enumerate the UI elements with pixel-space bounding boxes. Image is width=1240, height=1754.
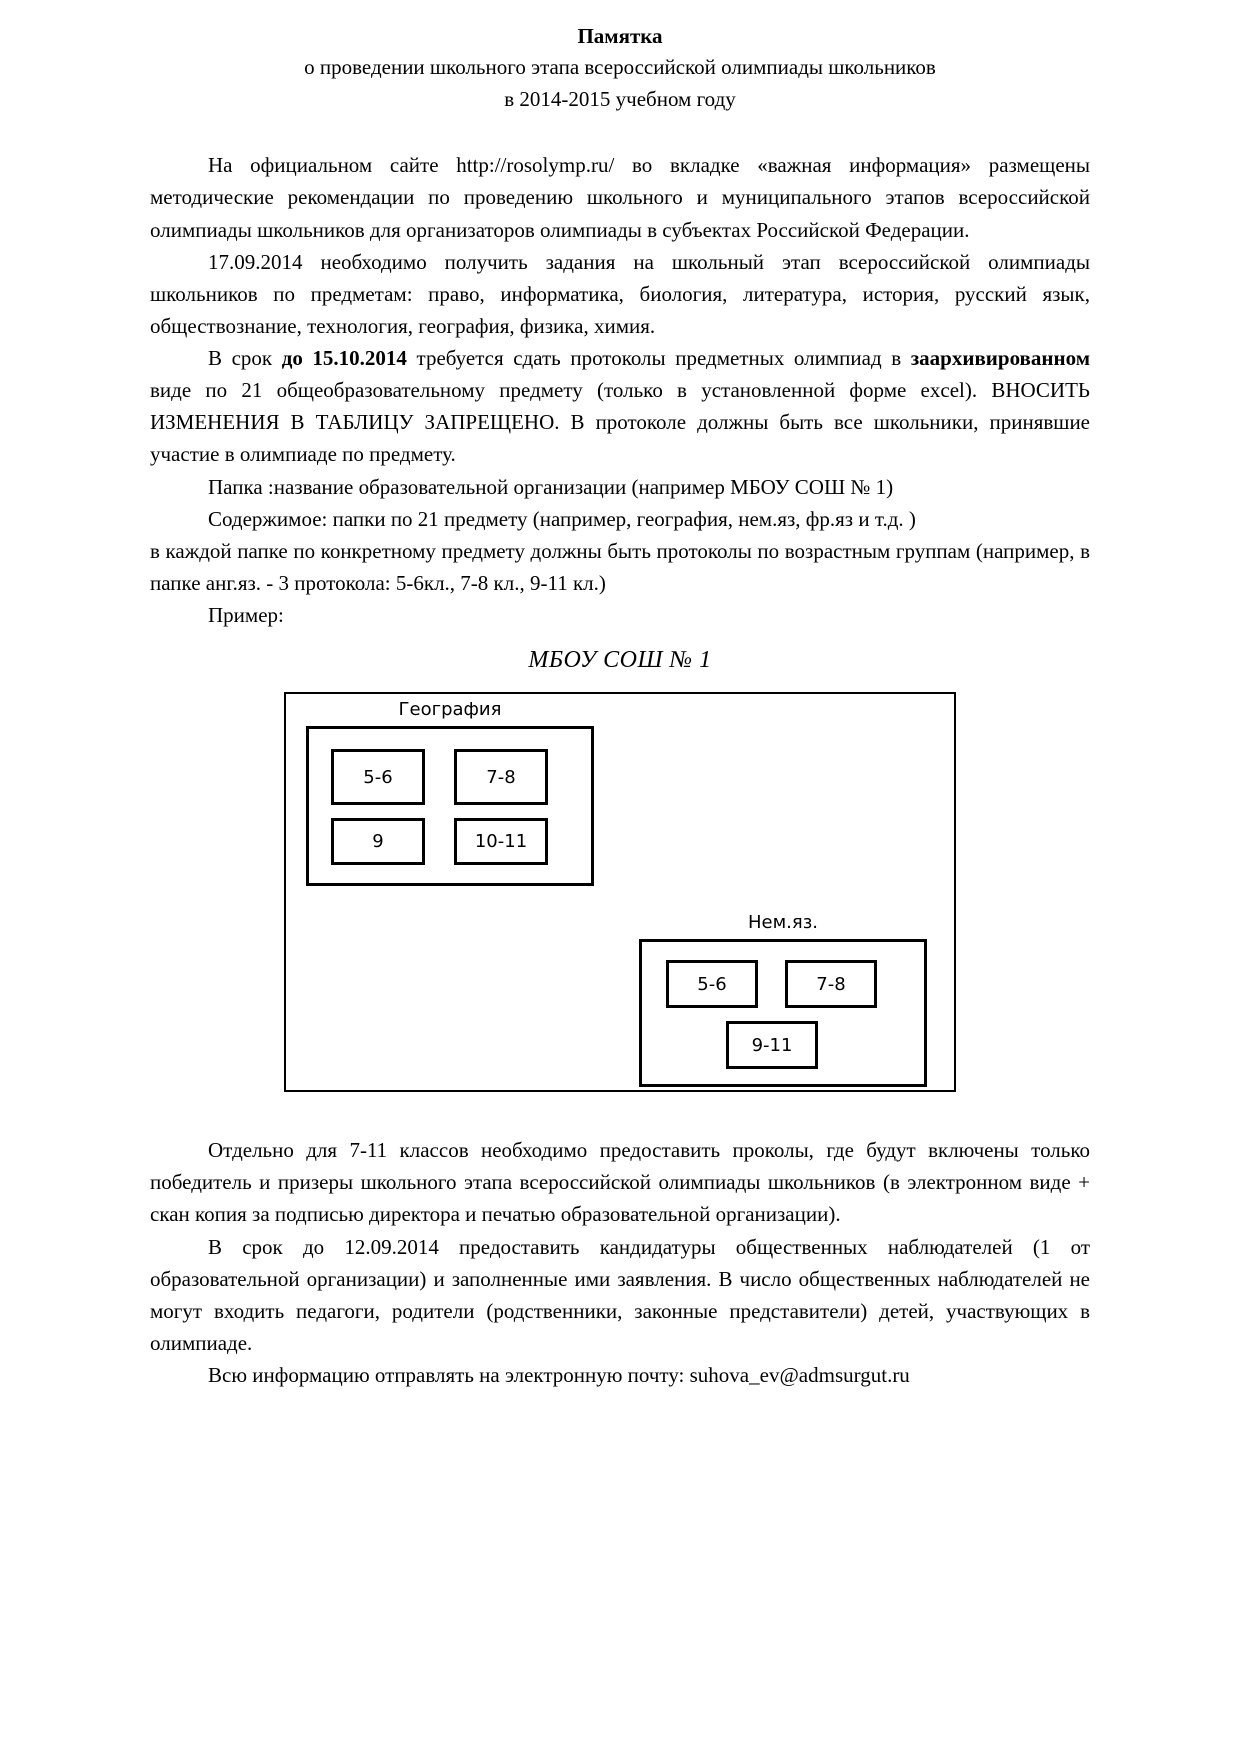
subject-group-geography-label: География <box>398 699 502 721</box>
grade-box-german-5-6: 5-6 <box>666 960 758 1008</box>
subject-group-geography <box>306 699 594 886</box>
paragraph-official-site: На официальном сайте http://rosolymp.ru/ во вкладке «важная информация» размещены методические рекомендации по проведению школьного и муниципального этапов всероссийской олимпиады школьников для организаторов олимпиады в субъектах Российской Федерации. <box>150 153 1090 242</box>
body-text-block <box>150 149 1090 631</box>
deadline-date-bold: до 15.10.2014 <box>281 346 407 371</box>
grade-box-geography-5-6: 5-6 <box>331 749 425 805</box>
paragraph-folder-contents: Содержимое: папки по 21 предмету (например, география, нем.яз, фр.яз и т.д. ) <box>208 506 916 531</box>
paragraph-tasks-date: 17.09.2014 необходимо получить задания на школьный этап всероссийской олимпиады школьников по предметам: право, информатика, биология, литература, история, русский язык, обществознание, технология, география, физика, химия. <box>150 249 1090 338</box>
grade-box-geography-9: 9 <box>331 818 425 865</box>
paragraph-public-observers: В срок до 12.09.2014 предоставить кандидатуры общественных наблюдателей (1 от образовательной организации) и заполненные ими заявления. В число общественных наблюдателей не могут входить педагоги, родители (родственники, законные представители) детей, участвующих в олимпиаде. <box>150 1234 1090 1355</box>
deadline-text-3: виде по 21 общеобразовательному предмету (только в установленной форме excel). ВНОСИТЬ ИЗМЕНЕНИЯ В ТАБЛИЦУ ЗАПРЕЩЕНО. В протоколе должны быть все школьники, принявшие участие в олимпиаде по предмету. <box>150 378 1090 467</box>
example-label: Пример: <box>208 603 284 628</box>
archived-word-bold: заархивированном <box>910 346 1090 371</box>
subject-group-german-language-label: Нем.яз. <box>747 912 819 934</box>
paragraph-winners-protocols: Отдельно для 7-11 классов необходимо предоставить проколы, где будут включены только победитель и призеры школьного этапа всероссийской олимпиады школьников (в электронном виде + скан копия за подписью директора и печатью образовательной организации). <box>150 1138 1090 1227</box>
diagram-container <box>150 692 1090 1092</box>
deadline-text-1: В срок <box>208 346 282 371</box>
paragraph-contact-email: Всю информацию отправлять на электронную почту: suhova_ev@admsurgut.ru <box>208 1363 910 1388</box>
paragraph-folder-name: Папка :название образовательной организации (например МБОУ СОШ № 1) <box>208 474 894 499</box>
diagram-school-title: МБОУ СОШ № 1 <box>528 647 712 674</box>
footer-text-block <box>150 1134 1090 1391</box>
grade-box-geography-7-8: 7-8 <box>454 749 548 805</box>
page-subtitle-line-1: о проведении школьного этапа всероссийской олимпиады школьников <box>304 55 936 80</box>
subject-group-german-language <box>639 912 927 1087</box>
grade-box-geography-10-11: 10-11 <box>454 818 548 865</box>
paragraph-age-groups: в каждой папке по конкретному предмету должны быть протоколы по возрастным группам (например, в папке анг.яз. - 3 протокола: 5-6кл., 7-8 кл., 9-11 кл.) <box>150 538 1090 595</box>
grade-box-german-7-8: 7-8 <box>785 960 877 1008</box>
page-title: Памятка <box>577 24 663 48</box>
page-subtitle-line-2: в 2014-2015 учебном году <box>504 86 736 111</box>
paragraph-deadline <box>150 342 1090 471</box>
grade-box-german-9-11: 9-11 <box>726 1021 818 1069</box>
deadline-text-2: требуется сдать протоколы предметных олимпиад в <box>406 346 911 371</box>
school-folder-box <box>284 692 956 1092</box>
